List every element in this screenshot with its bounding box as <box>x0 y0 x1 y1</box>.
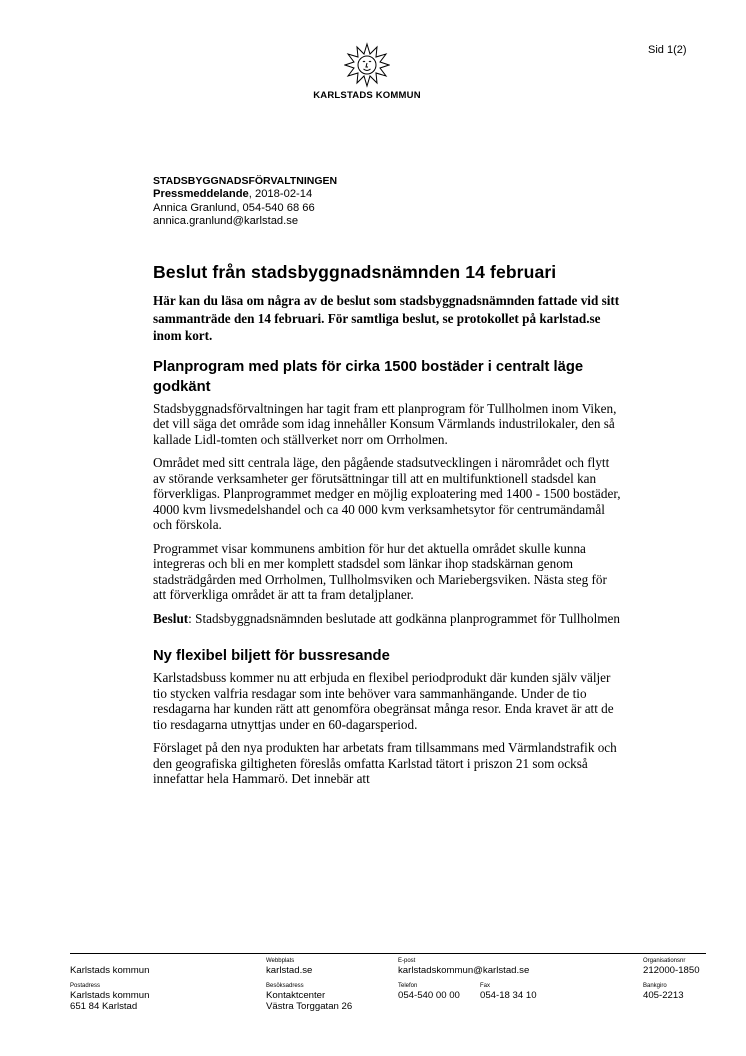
footer-postal-line2: 651 84 Karlstad <box>70 1001 138 1012</box>
footer-visit <box>266 979 352 1012</box>
doc-type: Pressmeddelande <box>153 188 249 201</box>
footer-web <box>266 954 312 976</box>
footer-postal-label: Postadress <box>70 983 101 989</box>
section-heading-planprogram: Planprogram med plats för cirka 1500 bostäder i centralt läge godkänt <box>153 358 584 395</box>
footer-email <box>398 954 529 976</box>
department-name: STADSBYGGNADSFÖRVALTNINGEN <box>153 175 338 187</box>
page-title: Beslut från stadsbyggnadsnämnden 14 februari <box>153 262 557 282</box>
section1-paragraph-3: Programmet visar kommunens ambition för hur det aktuella området skulle kunna integreras och bli en mer komplett stadsdel som länkar ihop stadskärnan genom stadsträdgården med Orrholmen, Tullholmsviken och Mariebergsviken. Nästa steg för att förverkliga området är att ta fram detaljplaner. <box>153 540 607 603</box>
footer-phone-label: Telefon <box>398 983 418 989</box>
section1-paragraph-1: Stadsbyggnadsförvaltningen har tagit fram ett planprogram för Tullholmen inom Viken, det vill säga det område som idag innehåller Konsum Värmlands industrilokaler, den så kallade Lidl-tomten och ställverket norr om Orrholmen. <box>153 400 617 447</box>
logo-text: KARLSTADS KOMMUN <box>313 90 421 101</box>
footer-org-name: Karlstads kommun <box>70 965 150 976</box>
press-header <box>153 175 337 229</box>
footer-postal-line1: Karlstads kommun <box>70 990 150 1001</box>
footer-fax <box>480 979 537 1001</box>
section1-decision <box>153 611 623 627</box>
footer-visit-line2: Västra Torggatan 26 <box>266 1001 353 1012</box>
footer-email-label: E-post <box>398 958 416 964</box>
contact-email: annica.granlund@karlstad.se <box>153 215 299 228</box>
sun-logo-icon <box>344 42 390 88</box>
contact-line: Annica Granlund, 054-540 68 66 <box>153 201 315 214</box>
logo <box>300 42 434 101</box>
footer-orgnr-value: 212000-1850 <box>643 965 700 976</box>
section2-paragraph-1: Karlstadsbuss kommer nu att erbjuda en flexibel periodprodukt där kunden själv väljer tio stycken valfria resdagar som inte behöver vara sammanhängande. Under de tio resdagarna har kunden rätt att genomföra obegränsat många resor. Enda kravet är att de tio resdagarna utnyttjas under en 60-dagarsperiod. <box>153 670 614 732</box>
footer-bank-value: 405-2213 <box>643 990 684 1001</box>
footer-web-label: Webbplats <box>266 958 295 964</box>
decision-text: : Stadsbyggnadsnämnden beslutade att godkänna planprogrammet för Tullholmen <box>188 610 620 626</box>
footer-orgnr-label: Organisationsnr <box>643 958 686 964</box>
section-heading-biljett: Ny flexibel biljett för bussresande <box>153 648 390 665</box>
footer-visit-label: Besöksadress <box>266 983 304 989</box>
page-number: Sid 1(2) <box>648 44 687 56</box>
footer-fax-label: Fax <box>480 983 491 989</box>
footer-bank <box>643 979 684 1001</box>
footer <box>70 953 706 1012</box>
footer-phone <box>398 979 460 1001</box>
footer-postal <box>70 979 149 1012</box>
footer-orgnr <box>643 954 700 976</box>
decision-label: Beslut <box>153 610 189 626</box>
section1-paragraph-2: Området med sitt centrala läge, den pågående stadsutvecklingen i närområdet och flytt av störande verksamheter ger förutsättningar till att en multifunktionell stadsdel kan förverkligas. Planprogrammet medger en möjlig exploatering med 1400 - 1500 bostäder, 4000 kvm livsmedelshandel och ca 40 000 kvm verksamhetsytor för centrumändamål och förskola. <box>153 455 621 533</box>
main-content <box>153 260 623 795</box>
doc-type-line <box>153 188 337 201</box>
footer-bank-label: Bankgiro <box>643 983 667 989</box>
footer-phone-value: 054-540 00 00 <box>398 990 460 1001</box>
section2-paragraph-2: Förslaget på den nya produkten har arbetats fram tillsammans med Värmlandstrafik och den geografiska giltigheten föreslås omfatta Karlstad tätort i priszon 21 som också innefattar hela Hammarö. Det innebär att <box>153 740 617 787</box>
lead-paragraph: Här kan du läsa om några av de beslut som stadsbyggnadsnämnden fattade vid sitt sammanträde den 14 februari. För samtliga beslut, se protokollet på karlstad.se inom kort. <box>153 293 620 344</box>
footer-org <box>70 954 149 976</box>
footer-email-value: karlstadskommun@karlstad.se <box>398 965 530 976</box>
footer-web-value: karlstad.se <box>266 965 313 976</box>
footer-fax-value: 054-18 34 10 <box>480 990 537 1001</box>
doc-date: , 2018-02-14 <box>248 188 313 201</box>
footer-visit-line1: Kontaktcenter <box>266 990 326 1001</box>
